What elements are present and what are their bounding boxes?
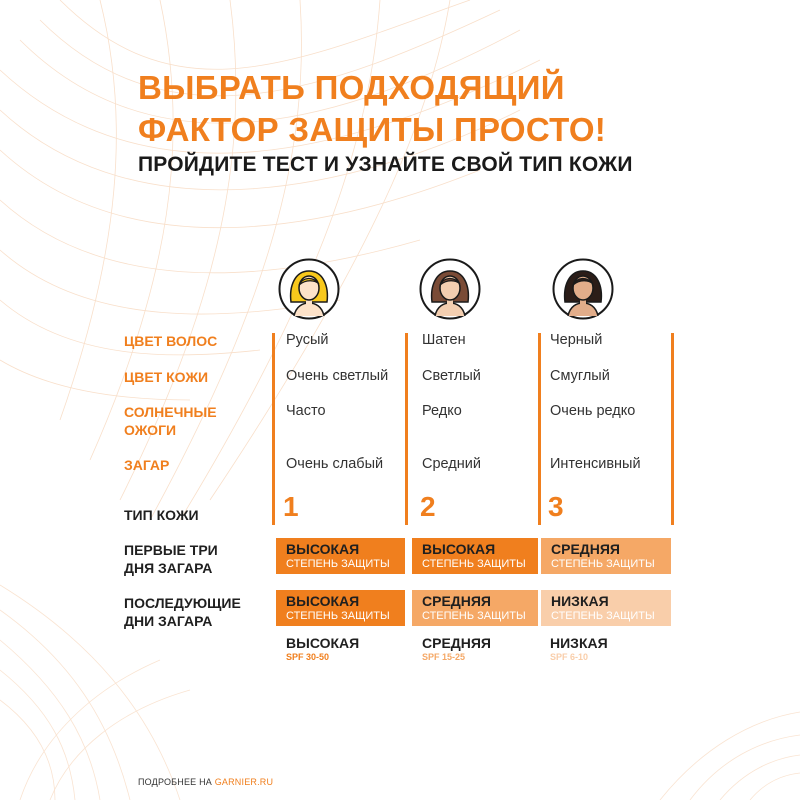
- skin-type-number: 2: [420, 491, 436, 522]
- column-divider: [405, 333, 408, 525]
- skin-type-number: 1: [283, 491, 299, 522]
- subtitle: ПРОЙДИТЕ ТЕСТ И УЗНАЙТЕ СВОЙ ТИП КОЖИ: [138, 153, 633, 176]
- sunburns-value: Очень редко: [550, 403, 636, 419]
- skin-type-number: 3: [548, 491, 564, 522]
- spf-recommendation: [422, 635, 491, 663]
- first-days-label-line-1: ПЕРВЫЕ ТРИ: [124, 542, 218, 558]
- protection-level: СРЕДНЯЯ: [422, 593, 491, 609]
- skin-color-value: Смуглый: [550, 368, 610, 384]
- headline-line-1: ВЫБРАТЬ ПОДХОДЯЩИЙ: [138, 69, 565, 106]
- protection-bar: [541, 538, 671, 574]
- skin-color-value: Светлый: [422, 368, 481, 384]
- spf-range: SPF 30-50: [286, 652, 330, 662]
- protection-bar: [412, 538, 538, 574]
- protection-level: НИЗКАЯ: [551, 593, 609, 609]
- hair-color-value: Черный: [550, 332, 603, 348]
- spf-level: СРЕДНЯЯ: [422, 635, 491, 651]
- tan-value: Интенсивный: [550, 456, 641, 472]
- protection-degree: СТЕПЕНЬ ЗАЩИТЫ: [422, 558, 526, 570]
- spf-level: ВЫСОКАЯ: [286, 635, 360, 651]
- protection-level: ВЫСОКАЯ: [286, 593, 360, 609]
- protection-degree: СТЕПЕНЬ ЗАЩИТЫ: [551, 610, 655, 622]
- protection-degree: СТЕПЕНЬ ЗАЩИТЫ: [286, 558, 390, 570]
- footer-prefix: ПОДРОБНЕЕ НА: [138, 777, 212, 787]
- next-days-label-line-2: ДНИ ЗАГАРА: [124, 613, 213, 629]
- protection-bar: [412, 590, 538, 626]
- protection-level: ВЫСОКАЯ: [422, 541, 496, 557]
- protection-level: ВЫСОКАЯ: [286, 541, 360, 557]
- blonde-woman-icon: [278, 258, 340, 320]
- protection-bar: [276, 590, 405, 626]
- hair-color-value: Русый: [286, 332, 329, 348]
- spf-recommendation: [550, 635, 608, 663]
- protection-degree: СТЕПЕНЬ ЗАЩИТЫ: [422, 610, 526, 622]
- skin-color-label: ЦВЕТ КОЖИ: [124, 369, 209, 385]
- dark-haired-woman-icon: [552, 258, 614, 320]
- garnier-link[interactable]: GARNIER.RU: [214, 777, 274, 787]
- footer-note: [138, 777, 273, 787]
- headline-line-2: ФАКТОР ЗАЩИТЫ ПРОСТО!: [138, 111, 607, 148]
- protection-degree: СТЕПЕНЬ ЗАЩИТЫ: [551, 558, 655, 570]
- tan-value: Средний: [422, 456, 481, 472]
- spf-level: НИЗКАЯ: [550, 635, 608, 651]
- tan-label: ЗАГАР: [124, 457, 170, 473]
- protection-bar: [541, 590, 671, 626]
- tan-value: Очень слабый: [286, 456, 384, 472]
- brunette-woman-icon: [419, 258, 481, 320]
- hair-color-value: Шатен: [422, 332, 466, 348]
- protection-degree: СТЕПЕНЬ ЗАЩИТЫ: [286, 610, 390, 622]
- protection-level: СРЕДНЯЯ: [551, 541, 620, 557]
- sunburns-value: Часто: [286, 403, 326, 419]
- spf-range: SPF 15-25: [422, 652, 466, 662]
- sunburns-value: Редко: [422, 403, 462, 419]
- first-days-label-line-2: ДНЯ ЗАГАРА: [124, 560, 213, 576]
- sunburns-label-line-2: ОЖОГИ: [124, 422, 177, 438]
- next-days-label-line-1: ПОСЛЕДУЮЩИЕ: [124, 595, 241, 611]
- column-divider: [538, 333, 541, 525]
- column-divider: [272, 333, 275, 525]
- hair-color-label: ЦВЕТ ВОЛОС: [124, 333, 218, 349]
- skin-color-value: Очень светлый: [286, 368, 389, 384]
- protection-bar: [276, 538, 405, 574]
- spf-recommendation: [286, 635, 359, 663]
- sunburns-label-line-1: СОЛНЕЧНЫЕ: [124, 404, 217, 420]
- column-divider: [671, 333, 674, 525]
- skin-type-label: ТИП КОЖИ: [124, 507, 199, 523]
- spf-range: SPF 6-10: [550, 652, 589, 662]
